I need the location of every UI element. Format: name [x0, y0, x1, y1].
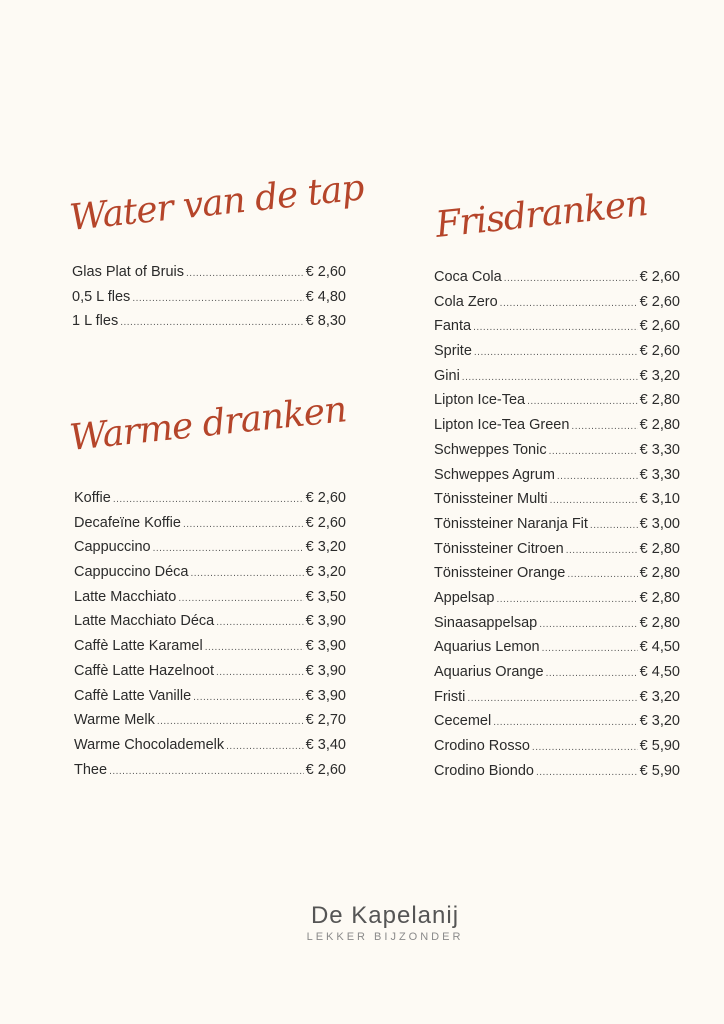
- item-price: € 3,10: [639, 491, 680, 508]
- item-price: € 3,20: [305, 539, 346, 556]
- item-price: € 3,20: [639, 367, 680, 384]
- menu-item: [74, 733, 346, 758]
- dot-leader: [120, 311, 303, 336]
- item-name: Sinaasappelsap: [434, 614, 538, 631]
- item-name: Caffè Latte Hazelnoot: [74, 662, 214, 679]
- dot-leader: [566, 539, 638, 564]
- menu-item: [434, 364, 680, 389]
- item-name: Sprite: [434, 343, 472, 360]
- menu-item: [434, 537, 680, 562]
- dot-leader: [157, 710, 304, 735]
- menu-item: [74, 634, 346, 659]
- item-name: Schweppes Agrum: [434, 466, 555, 483]
- item-price: € 2,60: [305, 490, 346, 506]
- dot-leader: [183, 513, 304, 538]
- item-name: Appelsap: [434, 589, 495, 606]
- item-name: Caffè Latte Karamel: [74, 638, 203, 655]
- item-name: Aquarius Lemon: [434, 639, 540, 656]
- item-name: Cola Zero: [434, 293, 498, 310]
- dot-leader: [153, 537, 304, 562]
- menu-item: [74, 708, 346, 733]
- menu-item: [434, 314, 680, 339]
- item-price: € 3,20: [305, 564, 346, 581]
- item-name: Koffie: [74, 490, 111, 506]
- menu-item: [72, 309, 346, 334]
- dot-leader: [590, 514, 638, 539]
- brand-tagline: LEKKER BIJZONDER: [306, 931, 464, 943]
- dot-leader: [527, 390, 638, 415]
- dot-leader: [186, 262, 304, 287]
- item-price: € 2,80: [639, 540, 680, 557]
- dot-leader: [190, 562, 303, 587]
- item-name: Thee: [74, 761, 108, 778]
- dot-leader: [549, 440, 638, 465]
- dot-leader: [216, 611, 303, 636]
- item-name: Fanta: [434, 318, 472, 335]
- soft-menu-list: [434, 265, 680, 783]
- section-title-warm: Warme dranken: [67, 389, 349, 459]
- menu-item: [434, 512, 680, 537]
- dot-leader: [132, 287, 303, 312]
- item-name: Tönissteiner Citroen: [434, 540, 564, 557]
- dot-leader: [493, 711, 637, 736]
- item-name: Latte Macchiato Déca: [74, 613, 215, 630]
- menu-item: [434, 611, 680, 636]
- item-price: € 3,20: [639, 688, 680, 705]
- dot-leader: [496, 588, 637, 613]
- item-price: € 3,20: [639, 713, 680, 730]
- item-price: € 2,60: [639, 293, 680, 310]
- dot-leader: [109, 760, 304, 785]
- dot-leader: [567, 563, 637, 588]
- dot-leader: [500, 292, 638, 317]
- menu-item: [434, 487, 680, 512]
- dot-leader: [504, 267, 638, 292]
- item-name: Lipton Ice-Tea: [434, 392, 526, 409]
- item-price: € 3,30: [639, 441, 680, 458]
- menu-item: [434, 734, 680, 759]
- menu-item: [434, 561, 680, 586]
- item-name: Aquarius Orange: [434, 664, 544, 680]
- item-price: € 4,50: [639, 664, 680, 680]
- dot-leader: [193, 686, 304, 711]
- item-name: Fristi: [434, 688, 466, 705]
- item-name: Cecemel: [434, 713, 492, 730]
- item-price: € 2,60: [305, 264, 346, 280]
- item-price: € 5,90: [639, 738, 680, 755]
- item-name: Crodino Rosso: [434, 738, 530, 755]
- item-name: Decafeïne Koffie: [74, 514, 181, 531]
- menu-item: [74, 486, 346, 511]
- item-price: € 3,50: [305, 588, 346, 605]
- menu-item: [434, 290, 680, 315]
- item-price: € 2,70: [305, 712, 346, 729]
- item-price: € 2,60: [305, 761, 346, 778]
- dot-leader: [542, 637, 638, 662]
- item-name: Gini: [434, 367, 460, 384]
- water-menu-list: [72, 260, 346, 334]
- item-price: € 2,80: [639, 392, 680, 409]
- menu-item: [74, 560, 346, 585]
- item-name: Caffè Latte Vanille: [74, 687, 192, 704]
- item-name: Warme Chocolademelk: [74, 736, 225, 753]
- menu-item: [434, 463, 680, 488]
- item-name: Crodino Biondo: [434, 762, 534, 779]
- menu-item: [74, 609, 346, 634]
- dot-leader: [546, 662, 638, 687]
- dot-leader: [571, 415, 637, 440]
- menu-item: [434, 265, 680, 290]
- item-price: € 2,60: [305, 514, 346, 531]
- item-name: Tönissteiner Naranja Fit: [434, 515, 588, 532]
- item-price: € 4,80: [305, 288, 346, 305]
- menu-item: [74, 585, 346, 610]
- item-name: 1 L fles: [72, 313, 119, 330]
- item-name: Schweppes Tonic: [434, 441, 547, 458]
- item-name: Cappuccino: [74, 539, 151, 556]
- dot-leader: [557, 465, 638, 490]
- item-price: € 3,90: [305, 662, 346, 679]
- item-name: Tönissteiner Orange: [434, 565, 566, 582]
- item-price: € 3,30: [639, 466, 680, 483]
- item-price: € 3,40: [305, 736, 346, 753]
- dot-leader: [226, 735, 304, 760]
- item-name: Tönissteiner Multi: [434, 491, 548, 508]
- item-price: € 2,80: [639, 589, 680, 606]
- item-name: Coca Cola: [434, 269, 502, 285]
- dot-leader: [474, 341, 638, 366]
- item-price: € 8,30: [305, 313, 346, 330]
- dot-leader: [539, 613, 637, 638]
- item-name: Cappuccino Déca: [74, 564, 189, 581]
- dot-leader: [536, 761, 638, 786]
- menu-item: [434, 685, 680, 710]
- dot-leader: [205, 636, 304, 661]
- item-price: € 4,50: [639, 639, 680, 656]
- menu-item: [72, 285, 346, 310]
- menu-item: [72, 260, 346, 285]
- warm-menu-list: [74, 486, 346, 782]
- menu-item: [434, 388, 680, 413]
- dot-leader: [178, 587, 303, 612]
- item-name: Latte Macchiato: [74, 588, 177, 605]
- item-price: € 3,90: [305, 638, 346, 655]
- dot-leader: [216, 661, 304, 686]
- dot-leader: [473, 316, 638, 341]
- menu-item: [434, 438, 680, 463]
- item-price: € 2,60: [639, 318, 680, 335]
- menu-item: [434, 709, 680, 734]
- menu-item: [434, 635, 680, 660]
- dot-leader: [113, 488, 304, 513]
- dot-leader: [462, 366, 638, 391]
- menu-item: [434, 660, 680, 685]
- menu-item: [434, 339, 680, 364]
- item-price: € 5,90: [639, 762, 680, 779]
- section-title-water: Water van de tap: [67, 167, 366, 239]
- item-price: € 2,80: [639, 565, 680, 582]
- item-name: 0,5 L fles: [72, 288, 131, 305]
- item-name: Warme Melk: [74, 712, 155, 729]
- menu-item: [74, 535, 346, 560]
- item-price: € 2,60: [639, 269, 680, 285]
- menu-item: [74, 684, 346, 709]
- item-name: Glas Plat of Bruis: [72, 264, 185, 280]
- item-price: € 3,90: [305, 687, 346, 704]
- dot-leader: [467, 687, 637, 712]
- item-price: € 2,80: [639, 614, 680, 631]
- menu-item: [74, 758, 346, 783]
- brand-logo: [300, 902, 470, 944]
- item-price: € 3,00: [639, 515, 680, 532]
- item-name: Lipton Ice-Tea Green: [434, 417, 570, 434]
- menu-item: [434, 413, 680, 438]
- item-price: € 2,80: [639, 417, 680, 434]
- menu-item: [74, 511, 346, 536]
- brand-name: De Kapelanij: [310, 902, 460, 929]
- dot-leader: [532, 736, 638, 761]
- item-price: € 3,90: [305, 613, 346, 630]
- item-price: € 2,60: [639, 343, 680, 360]
- menu-item: [434, 586, 680, 611]
- dot-leader: [550, 489, 638, 514]
- menu-item: [74, 659, 346, 684]
- section-title-soft: Frisdranken: [433, 183, 650, 246]
- menu-item: [434, 759, 680, 784]
